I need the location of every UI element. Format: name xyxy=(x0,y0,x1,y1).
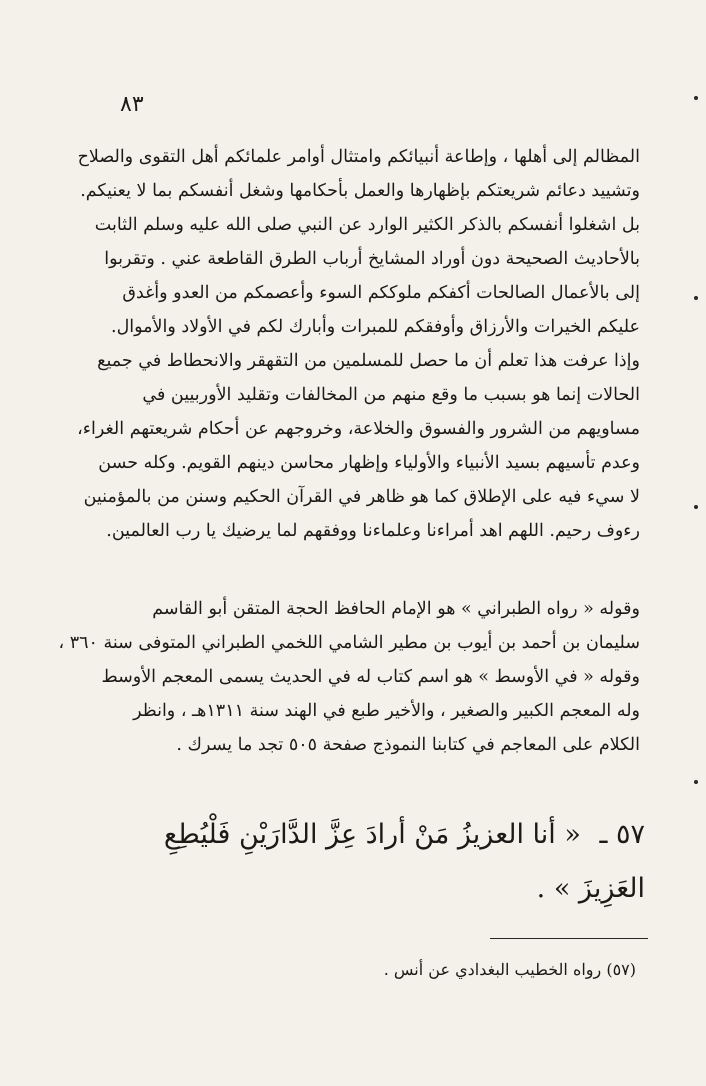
margin-mark xyxy=(694,505,698,509)
text-line: بل اشغلوا أنفسكم بالذكر الكثير الوارد عن النبي صلى الله عليه وسلم الثابت xyxy=(94,215,640,235)
text-line: الكلام على المعاجم في كتابنا النموذج صفحة ٥٠٥ تجد ما يسرك . xyxy=(176,735,640,755)
text-line: وقوله « رواه الطبراني » هو الإمام الحافظ الحجة المتقن أبو القاسم xyxy=(152,599,640,619)
text-line: وله المعجم الكبير والصغير ، والأخير طبع في الهند سنة ١٣١١هـ ، وانظر xyxy=(133,701,640,721)
text-line: الحالات إنما هو بسبب ما وقع منهم من المخالفات وتقليد الأوربيين في xyxy=(142,385,640,405)
footnote: (٥٧) رواه الخطيب البغدادي عن أنس . xyxy=(383,960,636,979)
paragraph-main xyxy=(77,140,640,548)
footnote-divider xyxy=(490,938,648,939)
text-line: وقوله « في الأوسط » هو اسم كتاب له في الحديث يسمى المعجم الأوسط xyxy=(101,667,640,687)
text-line: وإذا عرفت هذا تعلم أن ما حصل للمسلمين من التقهقر والانحطاط في جميع xyxy=(97,351,640,371)
margin-mark xyxy=(694,96,698,100)
text-line: عليكم الخيرات والأرزاق وأوفقكم للمبرات وأبارك لكم في الأولاد والأموال. xyxy=(111,317,640,337)
margin-mark xyxy=(694,296,698,300)
text-line: مساويهم من الشرور والفسوق والخلاعة، وخروجهم عن أحكام شريعتهم الغراء، xyxy=(77,419,640,439)
text-line: وعدم تأسيهم بسيد الأنبياء والأولياء وإظهار محاسن دينهم القويم. وكله حسن xyxy=(98,453,640,473)
hadith-line xyxy=(100,808,645,862)
text-line: سليمان بن أحمد بن أيوب بن مطير الشامي اللخمي الطبراني المتوفى سنة ٣٦٠ ، xyxy=(58,633,640,653)
text-line: رءوف رحيم. اللهم اهد أمراءنا وعلماءنا ووفقهم لما يرضيك يا رب العالمين. xyxy=(106,521,640,541)
margin-mark xyxy=(694,780,698,784)
hadith-text: « أنا العزيزُ مَنْ أرادَ عِزَّ الدَّارَيْنِ فَلْيُطِعِ xyxy=(163,819,581,850)
text-line: وتشييد دعائم شريعتكم بإظهارها والعمل بأحكامها وشغل أنفسكم بما لا يعنيكم. xyxy=(80,181,640,201)
hadith-heading xyxy=(100,808,645,916)
hadith-number: ٥٧ ـ xyxy=(599,819,645,850)
text-line: بالأحاديث الصحيحة دون أوراد المشايخ أرباب الطرق القاطعة عني . وتقربوا xyxy=(104,249,640,269)
text-line: إلى بالأعمال الصالحات أكفكم ملوككم السوء وأعصمكم من العدو وأغدق xyxy=(122,283,640,303)
text-line: لا سيء فيه على الإطلاق كما هو ظاهر في القرآن الحكيم وسنن من بالمؤمنين xyxy=(83,487,640,507)
page-number: ٨٣ xyxy=(120,92,144,117)
hadith-line: العَزِيزَ » . xyxy=(536,873,645,904)
paragraph-commentary xyxy=(58,592,640,762)
text-line: المظالم إلى أهلها ، وإطاعة أنبيائكم وامتثال أوامر علمائكم أهل التقوى والصلاح xyxy=(77,147,640,167)
